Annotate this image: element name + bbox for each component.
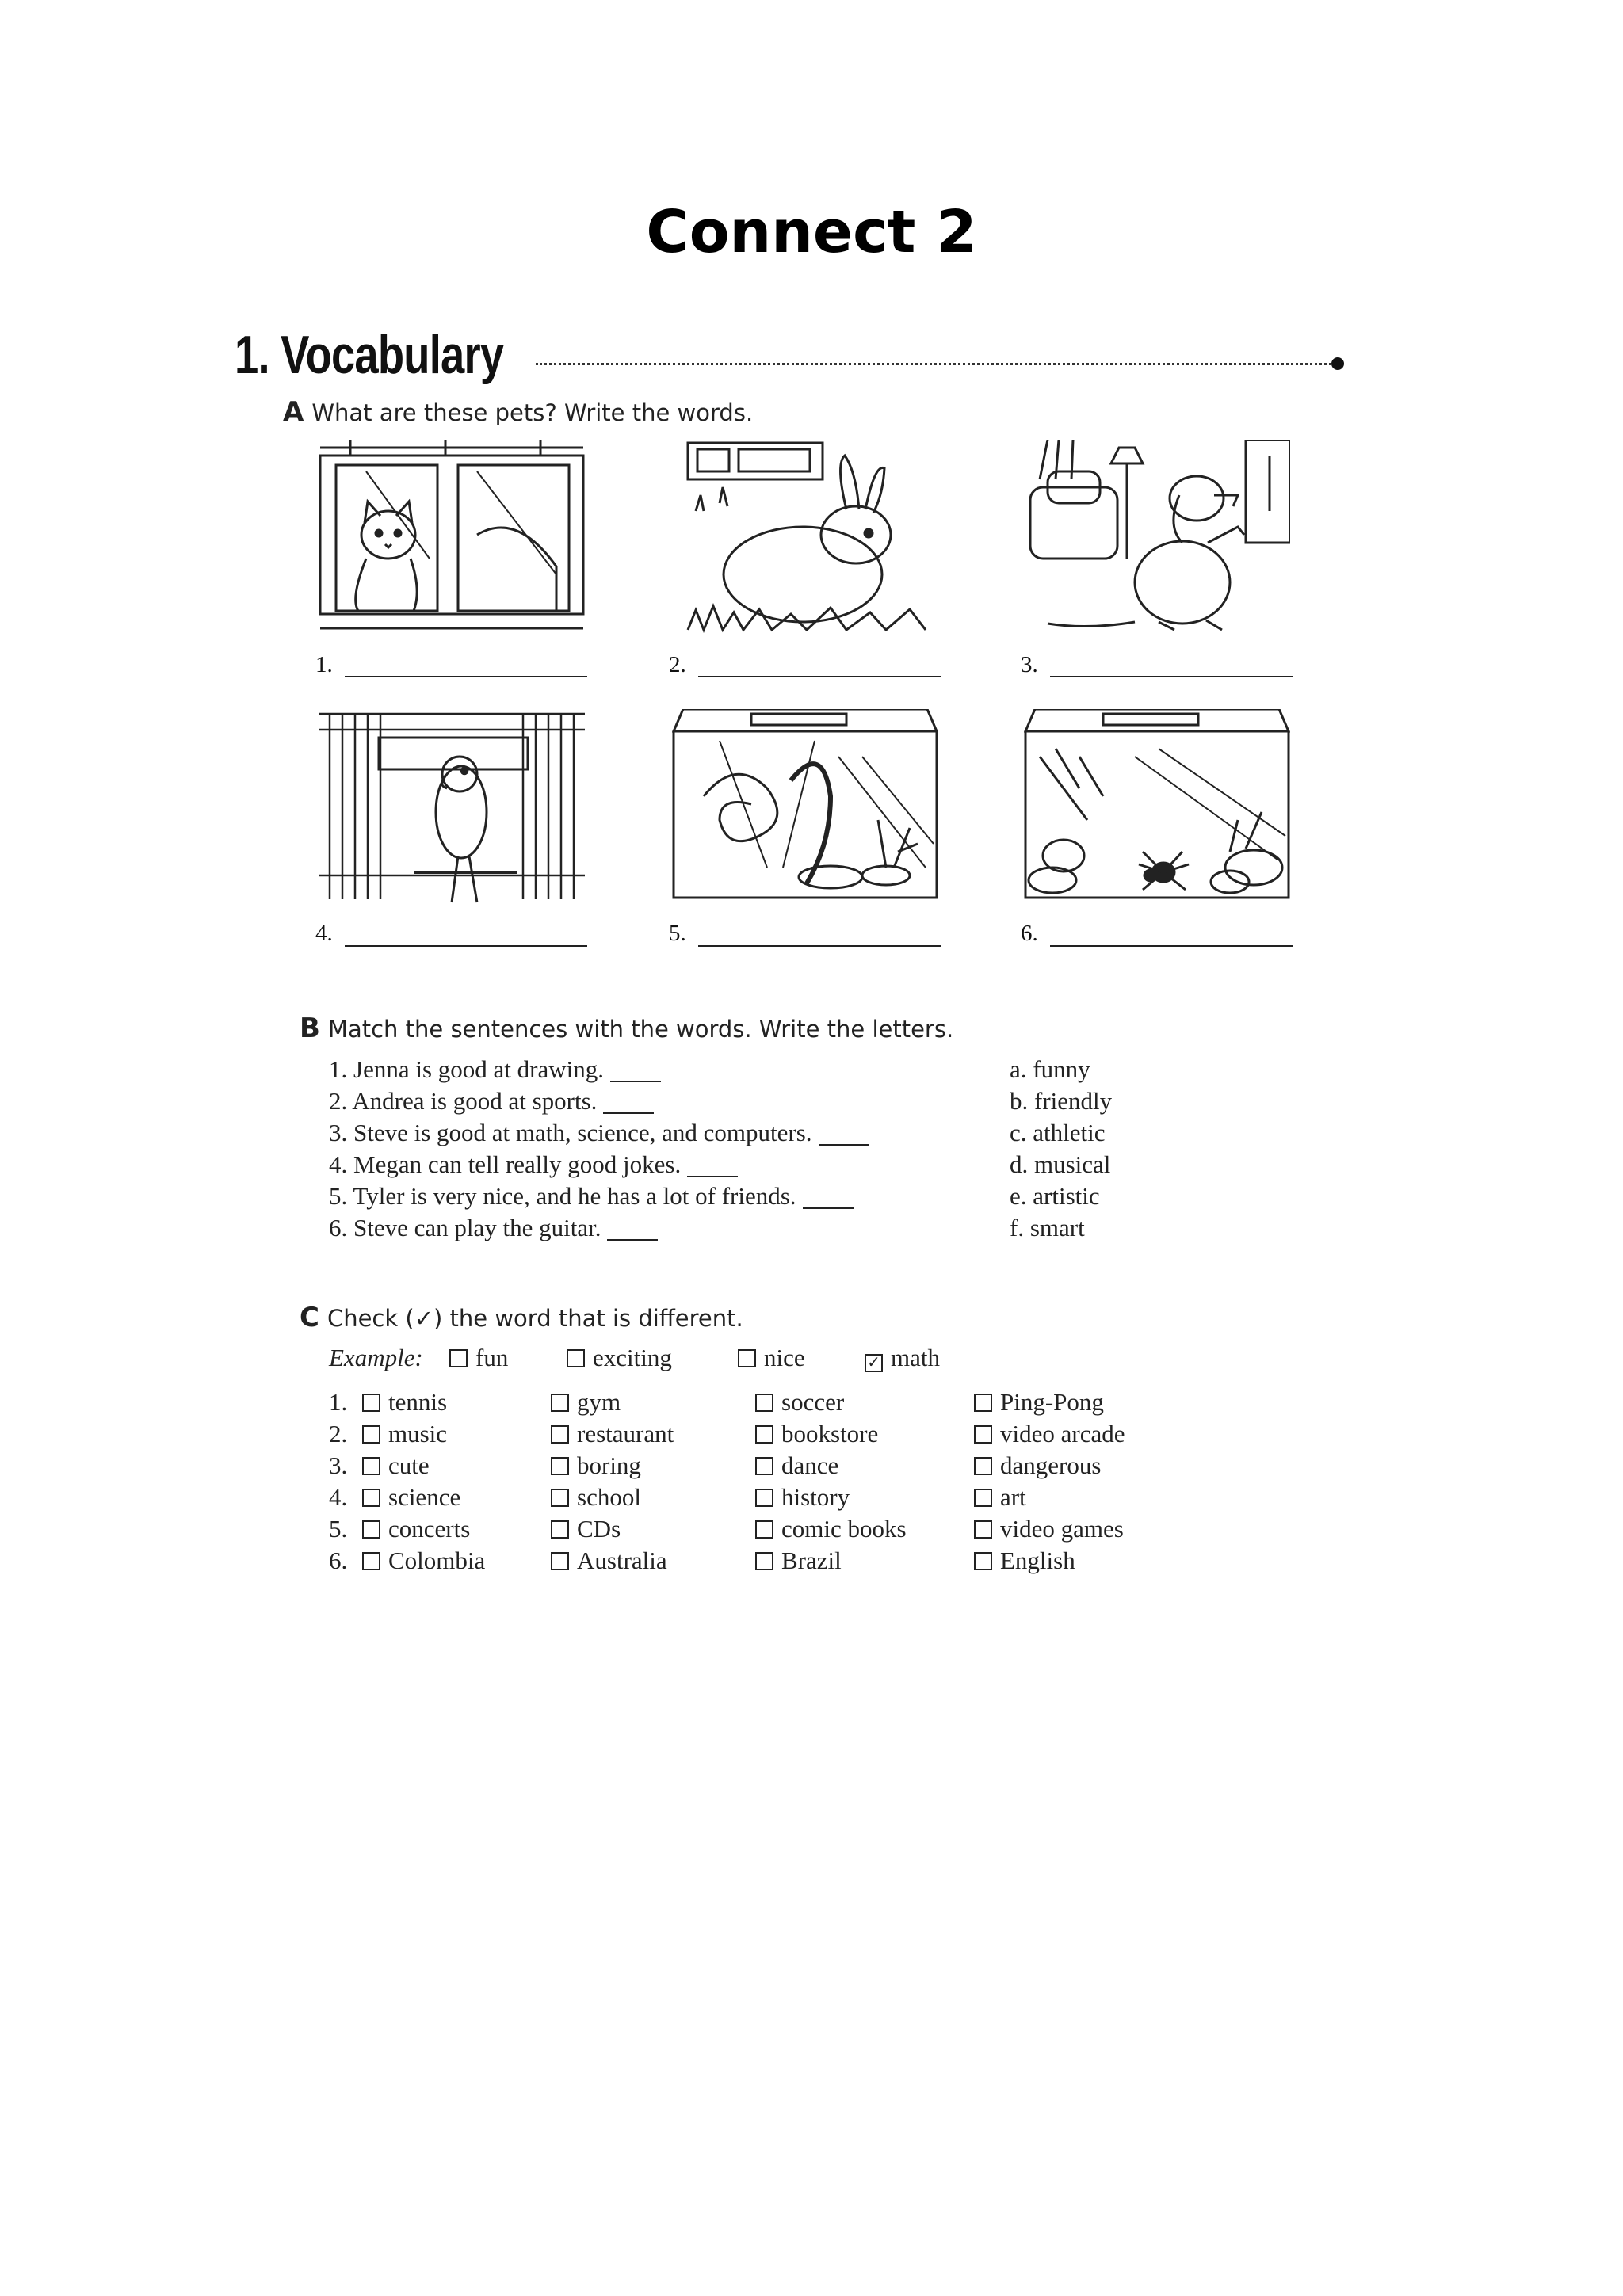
table-row — [329, 1545, 1201, 1577]
word-list — [1010, 1054, 1112, 1244]
checkbox[interactable] — [755, 1489, 773, 1507]
row-number: 3. — [329, 1451, 348, 1479]
rule-end-dot — [1331, 357, 1344, 370]
example-word-2: exciting — [593, 1344, 672, 1371]
option-cell[interactable] — [362, 1482, 460, 1513]
option-word: music — [388, 1420, 448, 1447]
page-title: Connect 2 — [646, 198, 977, 266]
option-word: Brazil — [781, 1547, 842, 1574]
answer-blank-1[interactable] — [610, 1062, 661, 1082]
checkbox[interactable] — [551, 1394, 569, 1412]
checkbox[interactable] — [974, 1394, 992, 1412]
word-option-f: f. smart — [1010, 1214, 1085, 1241]
answer-line-5[interactable] — [698, 945, 941, 947]
option-cell[interactable] — [551, 1386, 621, 1418]
option-word: Ping-Pong — [1000, 1388, 1104, 1416]
list-item — [329, 1054, 869, 1085]
row-number: 4. — [329, 1483, 348, 1511]
option-cell[interactable] — [362, 1450, 430, 1482]
part-a-letter: A — [283, 396, 304, 428]
checkbox[interactable] — [362, 1489, 380, 1507]
list-item — [329, 1117, 869, 1149]
item-number-5: 5. — [669, 921, 686, 946]
table-row — [329, 1482, 1201, 1513]
option-cell[interactable] — [755, 1450, 838, 1482]
part-c-heading — [300, 1302, 743, 1333]
checkbox[interactable] — [362, 1394, 380, 1412]
checkbox[interactable] — [551, 1489, 569, 1507]
dog-icon — [1024, 440, 1290, 638]
sentence-3: 3. Steve is good at math, science, and computers. — [329, 1119, 812, 1146]
checkbox[interactable] — [362, 1520, 380, 1539]
option-word: concerts — [388, 1515, 471, 1543]
answer-blank-3[interactable] — [819, 1125, 869, 1146]
list-item — [329, 1085, 869, 1117]
snake-in-tank-icon — [672, 709, 938, 907]
table-row — [329, 1513, 1201, 1545]
option-word: Colombia — [388, 1547, 486, 1574]
spider-in-tank-icon — [1024, 709, 1290, 907]
checkbox[interactable] — [755, 1394, 773, 1412]
option-word: tennis — [388, 1388, 448, 1416]
option-word: restaurant — [577, 1420, 674, 1447]
table-row — [329, 1450, 1201, 1482]
section-header — [235, 323, 1344, 387]
list-item — [329, 1180, 869, 1212]
option-cell[interactable] — [551, 1450, 641, 1482]
option-cell[interactable] — [974, 1418, 1125, 1450]
answer-line-4[interactable] — [345, 945, 587, 947]
parrot-in-cage-icon — [319, 709, 585, 907]
word-option-e: e. artistic — [1010, 1182, 1100, 1210]
option-word: soccer — [781, 1388, 845, 1416]
option-word: video arcade — [1000, 1420, 1125, 1447]
cat-in-window-icon — [319, 440, 585, 638]
option-cell[interactable] — [551, 1545, 667, 1577]
example-word-3: nice — [764, 1344, 805, 1371]
table-row — [329, 1386, 1201, 1418]
item-number-6: 6. — [1021, 921, 1038, 946]
option-word: history — [781, 1483, 850, 1511]
example-option-4 — [865, 1344, 940, 1372]
option-cell[interactable] — [551, 1482, 641, 1513]
example-label: Example: — [329, 1344, 423, 1371]
answer-line-2[interactable] — [698, 676, 941, 677]
option-cell[interactable] — [974, 1450, 1101, 1482]
answer-blank-4[interactable] — [687, 1157, 738, 1177]
example-word-4: math — [891, 1344, 940, 1371]
answer-blank-6[interactable] — [607, 1220, 658, 1241]
section-title: 1. Vocabulary — [235, 325, 504, 385]
checkbox[interactable] — [551, 1520, 569, 1539]
checkbox[interactable] — [755, 1520, 773, 1539]
option-cell[interactable] — [551, 1418, 674, 1450]
part-a-instruction: What are these pets? Write the words. — [311, 399, 754, 426]
example-option-2 — [567, 1344, 672, 1372]
item-number-3: 3. — [1021, 652, 1038, 677]
option-word: comic books — [781, 1515, 907, 1543]
checkbox[interactable] — [551, 1552, 569, 1570]
checkbox[interactable] — [551, 1425, 569, 1444]
option-word: science — [388, 1483, 461, 1511]
checkbox[interactable] — [362, 1552, 380, 1570]
option-word: English — [1000, 1547, 1075, 1574]
item-number-2: 2. — [669, 652, 686, 677]
option-word: cute — [388, 1451, 430, 1479]
option-cell[interactable] — [755, 1418, 878, 1450]
checked-checkbox: ✓ — [865, 1354, 883, 1372]
option-cell[interactable] — [362, 1513, 470, 1545]
sentence-6: 6. Steve can play the guitar. — [329, 1214, 601, 1241]
option-cell[interactable] — [974, 1545, 1075, 1577]
option-word: art — [1000, 1483, 1026, 1511]
list-item — [329, 1149, 869, 1180]
checkbox[interactable] — [974, 1489, 992, 1507]
option-word: CDs — [577, 1515, 621, 1543]
part-c-letter: C — [300, 1302, 319, 1333]
option-word: Australia — [577, 1547, 667, 1574]
checkbox[interactable] — [755, 1425, 773, 1444]
part-b-instruction: Match the sentences with the words. Write the letters. — [327, 1016, 954, 1043]
option-cell[interactable] — [974, 1386, 1104, 1418]
checkbox — [449, 1349, 468, 1367]
row-number: 5. — [329, 1515, 348, 1543]
sentence-5: 5. Tyler is very nice, and he has a lot of friends. — [329, 1182, 796, 1210]
option-cell[interactable] — [362, 1545, 485, 1577]
option-cell[interactable] — [551, 1513, 621, 1545]
option-cell[interactable] — [755, 1513, 907, 1545]
example-option-1 — [449, 1344, 508, 1372]
word-option-d: d. musical — [1010, 1150, 1111, 1178]
checkbox — [738, 1349, 756, 1367]
option-word: dance — [781, 1451, 839, 1479]
checkbox — [567, 1349, 585, 1367]
sentence-list — [329, 1054, 869, 1244]
option-word: video games — [1000, 1515, 1124, 1543]
checkbox[interactable] — [974, 1520, 992, 1539]
row-number: 1. — [329, 1388, 348, 1416]
option-cell[interactable] — [974, 1513, 1124, 1545]
checkbox[interactable] — [974, 1457, 992, 1475]
part-b-letter: B — [300, 1013, 320, 1044]
option-cell[interactable] — [362, 1418, 447, 1450]
word-option-a: a. funny — [1010, 1055, 1090, 1083]
answer-line-3[interactable] — [1050, 676, 1293, 677]
checkbox[interactable] — [974, 1552, 992, 1570]
part-a-heading — [283, 396, 753, 428]
option-cell[interactable] — [974, 1482, 1026, 1513]
rabbit-icon — [672, 440, 938, 638]
row-number: 6. — [329, 1547, 348, 1574]
answer-blank-5[interactable] — [803, 1188, 854, 1209]
checkbox[interactable] — [362, 1425, 380, 1444]
example-word-1: fun — [475, 1344, 509, 1371]
part-b-heading — [300, 1013, 953, 1044]
option-word: dangerous — [1000, 1451, 1102, 1479]
example-option-3 — [738, 1344, 805, 1372]
sentence-1: 1. Jenna is good at drawing. — [329, 1055, 604, 1083]
sentence-4: 4. Megan can tell really good jokes. — [329, 1150, 682, 1178]
dotted-rule — [536, 363, 1331, 365]
checkbox[interactable] — [755, 1552, 773, 1570]
option-word: boring — [577, 1451, 641, 1479]
table-row — [329, 1418, 1201, 1450]
option-word: school — [577, 1483, 641, 1511]
word-option-b: b. friendly — [1010, 1087, 1113, 1115]
item-number-4: 4. — [315, 921, 333, 946]
row-number: 2. — [329, 1420, 348, 1447]
option-cell[interactable] — [755, 1386, 844, 1418]
option-cell[interactable] — [755, 1482, 850, 1513]
checkbox[interactable] — [755, 1457, 773, 1475]
word-option-c: c. athletic — [1010, 1119, 1106, 1146]
checkbox[interactable] — [362, 1457, 380, 1475]
checkbox[interactable] — [551, 1457, 569, 1475]
answer-line-1[interactable] — [345, 676, 587, 677]
option-word: gym — [577, 1388, 621, 1416]
option-cell[interactable] — [362, 1386, 447, 1418]
answer-line-6[interactable] — [1050, 945, 1293, 947]
option-cell[interactable] — [755, 1545, 842, 1577]
part-c-instruction: Check (✓) the word that is different. — [327, 1305, 743, 1332]
check-grid — [329, 1386, 1201, 1577]
sentence-2: 2. Andrea is good at sports. — [329, 1087, 598, 1115]
item-number-1: 1. — [315, 652, 333, 677]
option-word: bookstore — [781, 1420, 879, 1447]
list-item — [329, 1212, 869, 1244]
answer-blank-2[interactable] — [603, 1093, 654, 1114]
checkbox[interactable] — [974, 1425, 992, 1444]
